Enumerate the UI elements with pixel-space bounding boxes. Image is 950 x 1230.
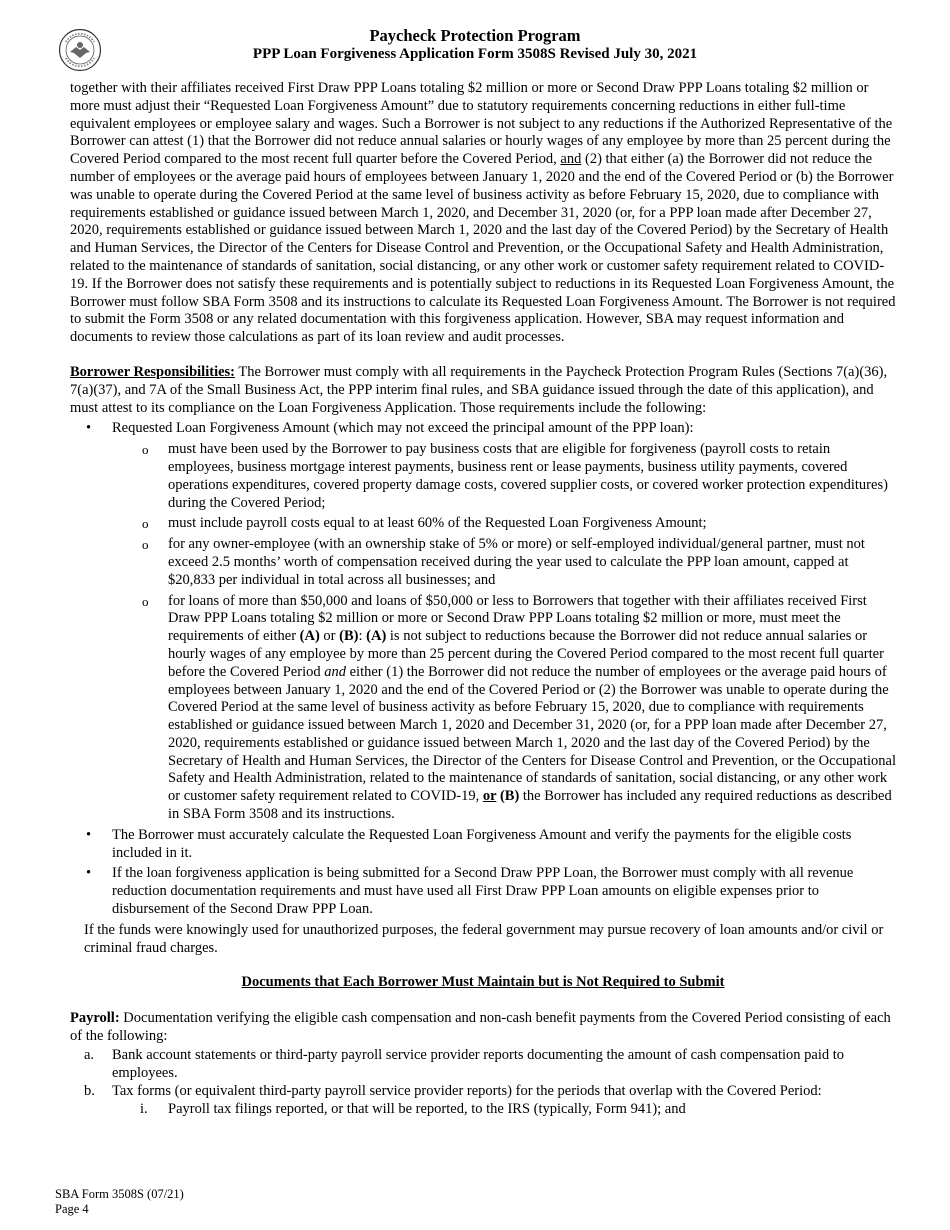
payroll-text: Documentation verifying the eligible cash compensation and non-cash benefit payments from the Covered Period consisting of each of the following: — [70, 1010, 891, 1045]
list-item — [70, 420, 896, 824]
page-number: Page 4 — [55, 1202, 89, 1216]
program-title: Paycheck Protection Program — [369, 26, 581, 45]
documents-section-title: Documents that Each Borrower Must Maintain but is Not Required to Submit — [241, 974, 725, 991]
sub-list-item: o for loans of more than $50,000 and loans of $50,000 or less to Borrowers that together with their affiliates received First Draw PPP Loans totaling $2 million or more or Second Draw PPP Loans totaling $2 million or more, must meet the requirements of either (A) or (B): (A) is not subject to reductions because the Borrower did not reduce annual salaries or hourly wages of any employee by more than 25 percent during the Covered Period compared to the most recent full quarter before the Covered Period and either (1) the Borrower did not reduce the number of employees or the average paid hours of employees between January 1, 2020 and the end of the Covered Period or (2) the Borrower was unable to operate during the Covered Period at the same level of business activity as before February 15, 2020, due to compliance with requirements established or guidance issued between March 1, 2020 and December 31, 2020 (or, for a PPP loan made after December 27, 2020, requirements established or guidance issued between March 1, 2020 and the last day of the Covered Period) by the Secretary of Health and Human Services, the Director of the Centers for Disease Control and Prevention, or the Occupational Safety and Health Administration, related to the maintenance of standards of sanitation, social distancing, or any other work or customer safety requirement related to COVID-19, or (B) the Borrower has included any required reductions as described in SBA Form 3508 and its instructions. — [70, 593, 896, 824]
payroll-document-list — [70, 1047, 896, 1119]
list-item: • The Borrower must accurately calculate the Requested Loan Forgiveness Amount and verify the payments for the eligible costs included in it. — [70, 827, 896, 863]
responsibilities-heading: Borrower Responsibilities: — [70, 363, 236, 380]
list-item: • If the loan forgiveness application is being submitted for a Second Draw PPP Loan, the Borrower must comply with all revenue reduction documentation requirements and must have used all First Draw PPP Loan amounts on eligible expenses prior to disbursement of the Second Draw PPP Loan. — [70, 865, 896, 918]
sub-list-item: o for any owner-employee (with an ownership stake of 5% or more) or self-employed individual/general partner, must not exceed 2.5 months’ worth of compensation received during the year used to calculate the PPP loan amount, capped at $20,833 per individual in total across all businesses; and — [70, 536, 896, 589]
intro-text-a: together with their affiliates received First Draw PPP Loans totaling $2 million or more or Second Draw PPP Loans totaling $2 million or more must adjust their “Requested Loan Forgiveness Amount” due to statutory requirements concerning reductions in either full-time equivalent employees or employee salary and wages. Such a Borrower is not subject to any reductions if the Authorized Representative of the Borrower can attest (1) that the Borrower did not reduce annual salaries or hourly wages of any employee by more than 25 percent during the Covered Period compared to the most recent full quarter before the Covered Period, — [70, 80, 893, 168]
responsibilities-paragraph — [70, 364, 896, 417]
sub-list-item: o must have been used by the Borrower to pay business costs that are eligible for forgiveness (payroll costs to retain employees, business mortgage interest payments, business rent or lease payments, business utility payments, covered operations expenditures, covered property damage costs, covered supplier costs, or covered worker protection expenditures) during the Covered Period; — [70, 441, 896, 512]
intro-and-underlined: and — [560, 151, 582, 168]
page-footer — [55, 1187, 184, 1217]
list-item: a. Bank account statements or third-party payroll service provider reports documenting the amount of cash compensation paid to employees. — [84, 1046, 845, 1081]
sub-list-item: i. Payroll tax filings reported, or that will be reported, to the IRS (typically, Form 941); and — [140, 1101, 686, 1118]
closing-paragraph: If the funds were knowingly used for unauthorized purposes, the federal government may pursue recovery of loan amounts and/or civil or criminal fraud charges. — [84, 921, 884, 956]
intro-text-b: (2) that either (a) the Borrower did not reduce the number of employees or the average paid hours of employees between January 1, 2020 and the end of the Covered Period or (b) the Borrower was unable to operate during the Covered Period at the same level of business activity as before February 15, 2020, due to compliance with requirements established or guidance issued between March 1, 2020, and December 31, 2020 (or, for a PPP loan made after December 27, 2020, requirements established or guidance issued between March 1, 2020 and the last day of the Covered Period) by the Secretary of Health and Human Services, the Director of the Centers for Disease Control and Prevention, or the Occupational Safety and Health Administration, related to the maintenance of standards of sanitation, social distancing, or any other work or customer safety requirement related to COVID-19. If the Borrower does not satisfy these requirements and is potentially subject to reductions in its Requested Loan Forgiveness Amount, the Borrower must follow SBA Form 3508 and its instructions to calculate its Requested Loan Forgiveness Amount. The Borrower is not required to submit the Form 3508 or any related documentation with this forgiveness application. However, SBA may request information and documents to review those calculations as part of its loan review and audit processes. — [70, 151, 896, 346]
form-title: PPP Loan Forgiveness Application Form 3508S Revised July 30, 2021 — [252, 46, 698, 62]
intro-paragraph — [70, 80, 896, 347]
list-item: b. Tax forms (or equivalent third-party payroll service provider reports) for the periods that overlap with the Covered Period: i. Payroll tax filings reported, or that will be reported, to the IRS (typically, Form 941); and — [70, 1083, 896, 1119]
payroll-paragraph — [70, 1010, 896, 1046]
sub-list-item: o must include payroll costs equal to at least 60% of the Requested Loan Forgiveness Amount; — [70, 515, 896, 533]
payroll-label: Payroll: — [70, 1010, 120, 1027]
document-body — [70, 80, 896, 1119]
form-number: SBA Form 3508S (07/21) — [55, 1187, 184, 1201]
tax-forms-sublist — [112, 1101, 896, 1119]
responsibilities-list — [70, 420, 896, 919]
bullet-text: Requested Loan Forgiveness Amount (which may not exceed the principal amount of the PPP loan): — [112, 420, 694, 437]
sub-list — [112, 441, 896, 824]
page-header — [0, 26, 950, 64]
responsibilities-text: The Borrower must comply with all requirements in the Paycheck Protection Program Rules (Sections 7(a)(36), 7(a)(37), and 7A of the Small Business Act, the PPP interim final rules, and SBA guidance issued through the date of this application), and must attest to its compliance on the Loan Forgiveness Application. Those requirements include the following: — [70, 363, 888, 416]
